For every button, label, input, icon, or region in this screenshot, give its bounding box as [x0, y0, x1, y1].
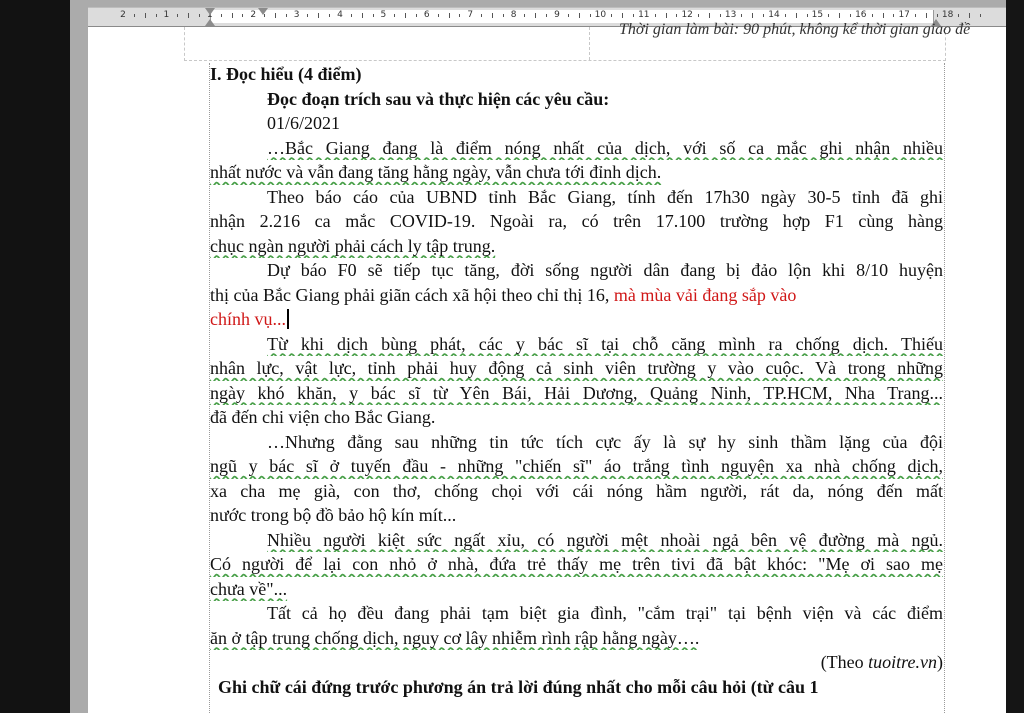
ruler-number: 12: [681, 10, 693, 20]
ruler-tick: [709, 13, 710, 18]
ruler-tick: [199, 14, 200, 17]
paragraph-line: Dự báo F0 sẽ tiếp tục tăng, đời sống người dân đang bị đảo lộn khi 8/10 huyện: [267, 260, 943, 280]
ruler-tick: [449, 13, 450, 18]
ruler-tick: [405, 13, 406, 18]
question-header: Ghi chữ cái đứng trước phương án trả lời đúng nhất cho mỗi câu hỏi (từ câu 1: [218, 676, 819, 697]
ruler-number: 15: [811, 10, 824, 20]
source-prefix: (Theo: [820, 652, 869, 672]
ruler-tick: [134, 14, 135, 17]
instruction-text: Đọc đoạn trích sau và thực hiện các yêu cầu:: [267, 88, 610, 109]
paragraph-line: xa cha mẹ già, con thơ, chống chọi với cái nóng hầm người, rát da, nóng đến mất: [210, 480, 943, 501]
ruler-tick: [275, 13, 276, 18]
hanging-indent-marker[interactable]: [205, 19, 215, 26]
highlighted-text: chính vụ...: [210, 309, 286, 329]
ruler-number: 11: [638, 10, 650, 20]
paragraph-line: nhận 2.216 ca mắc COVID-19. Ngoài ra, có trên 17.100 trường hợp F1 cùng hàng: [210, 211, 943, 231]
ruler-tick: [318, 13, 319, 18]
ruler-number: 8: [510, 10, 517, 20]
ruler-tick: [666, 13, 667, 18]
ruler-tick: [503, 14, 504, 17]
ruler-tick: [796, 13, 797, 18]
ruler-tick: [307, 14, 308, 17]
ruler-tick: [524, 14, 525, 17]
ruler-number: 13: [724, 10, 737, 20]
paragraph-line: …Bắc Giang đang là điểm nóng nhất của dịch, với số ca mắc ghi nhận nhiều: [267, 137, 943, 158]
ruler-tick: [752, 13, 753, 18]
paragraph-line: chục ngàn người phải cách ly tập trung.: [210, 235, 496, 256]
ruler-tick: [546, 14, 547, 17]
ruler-number: 18: [941, 10, 954, 20]
ruler-tick: [850, 14, 851, 17]
ruler-tick: [633, 14, 634, 17]
document-page[interactable]: [88, 21, 1006, 713]
ruler-tick: [232, 13, 233, 18]
ruler-number: 7: [467, 10, 474, 20]
paragraph-line: [210, 283, 943, 308]
ruler-tick: [459, 14, 460, 17]
ruler-tick: [872, 14, 873, 17]
source-citation: [210, 650, 943, 675]
ruler-tick: [676, 14, 677, 17]
ruler-number: 17: [898, 10, 910, 20]
paragraph-line: Từ khi dịch bùng phát, các y bác sĩ tại chỗ căng mình ra chống dịch. Thiếu: [267, 333, 943, 354]
ruler-number: 10: [594, 10, 607, 20]
ruler-tick: [221, 14, 222, 17]
document-body[interactable]: [210, 62, 943, 699]
header-table-divider: [589, 27, 590, 60]
ruler-tick: [177, 14, 178, 17]
ruler-tick: [655, 14, 656, 17]
ruler-number: 2: [250, 10, 257, 20]
ruler-tick: [915, 14, 916, 17]
paragraph-line: Tất cả họ đều đang phải tạm biệt gia đình, "cắm trại" tại bệnh viện và các điểm: [267, 603, 943, 623]
ruler-tick: [980, 14, 981, 17]
ruler-number: 1: [163, 10, 170, 20]
left-window-edge: [0, 0, 70, 713]
first-line-indent-marker[interactable]: [205, 8, 215, 15]
ruler-tick: [416, 14, 417, 17]
ruler-tick: [828, 14, 829, 17]
ruler-tick: [394, 14, 395, 17]
paragraph-line: chưa về"...: [210, 578, 288, 599]
ruler-tick: [926, 13, 927, 18]
ruler-tick: [373, 14, 374, 17]
ruler-tick: [969, 13, 970, 18]
ruler-tick: [958, 14, 959, 17]
date-text: 01/6/2021: [267, 113, 341, 133]
ruler-tick: [698, 14, 699, 17]
ruler-tick: [763, 14, 764, 17]
source-suffix: ): [937, 652, 943, 672]
right-window-edge: [1006, 0, 1024, 713]
ruler-tick: [720, 14, 721, 17]
ruler-tick: [351, 14, 352, 17]
ruler-tick: [883, 13, 884, 18]
right-text-boundary: [944, 63, 945, 713]
section-title: I. Đọc hiểu (4 điểm): [210, 64, 362, 84]
paragraph-line: Nhiều người kiệt sức ngất xỉu, có người mệt nhoài ngả bên vệ đường mà ngủ.: [267, 529, 943, 550]
line-text: thị của Bắc Giang phải giãn cách xã hội theo chỉ thị 16,: [210, 284, 614, 305]
ruler-tick: [893, 14, 894, 17]
paragraph-line: …Nhưng đằng sau những tin tức tích cực ấy là sự hy sinh thầm lặng của đội: [267, 431, 943, 452]
ruler-tick: [535, 13, 536, 18]
ruler-tick: [329, 14, 330, 17]
paragraph-line: ăn ở tập trung chống dịch, nguy cơ lây nhiễm rình rập hằng ngày….: [210, 627, 700, 648]
ruler-number: 5: [380, 10, 387, 20]
paragraph-line: ngày khó khăn, y bác sĩ từ Yên Bái, Hải Dương, Quảng Ninh, TP.HCM, Nha Trang...: [210, 382, 943, 403]
text-cursor: [287, 309, 289, 329]
paragraph-line: đã đến chi viện cho Bắc Giang.: [210, 407, 436, 427]
ruler-tick: [622, 13, 623, 18]
ruler-tick: [785, 14, 786, 17]
paragraph-line: ngũ y bác sĩ ở tuyến đầu - những "chiến sĩ" áo trắng tình nguyện xa nhà chống dịch,: [210, 456, 943, 476]
ruler-tick: [568, 14, 569, 17]
ruler-number: 14: [768, 10, 780, 20]
header-exam-time-text: Thời gian làm bài: 90 phút, không kể thời gian giao đề: [619, 21, 971, 38]
ruler-number: 3: [293, 10, 300, 20]
paragraph-line: nước trong bộ đồ bảo hộ kín mít...: [210, 505, 457, 525]
ruler-tick: [839, 13, 840, 18]
highlighted-text: mà mùa vải đang sắp vào: [613, 284, 797, 305]
ruler-number: 1: [206, 10, 213, 20]
paragraph-line: Theo báo cáo của UBND tỉnh Bắc Giang, tính đến 17h30 ngày 30-5 tỉnh đã ghi: [267, 186, 943, 207]
ruler-tick: [807, 14, 808, 17]
source-name: tuoitre.vn: [868, 652, 937, 672]
ruler-tick: [362, 13, 363, 18]
ruler-tick: [590, 14, 591, 17]
ruler-tick: [156, 14, 157, 17]
ruler-tick: [286, 14, 287, 17]
ruler-tick: [145, 13, 146, 18]
ruler-number: 4: [337, 10, 343, 20]
ruler-tick: [492, 13, 493, 18]
paragraph-line: [210, 307, 943, 332]
ruler-tick: [937, 14, 938, 17]
paragraph-line: Có người để lại con nhỏ ở nhà, đứa trẻ thấy mẹ trên tivi đã bật khóc: "Mẹ ơi sao mẹ: [210, 554, 943, 574]
tab-indent-marker[interactable]: [258, 8, 268, 15]
ruler-tick: [611, 14, 612, 17]
ruler-number: 2: [120, 10, 126, 20]
ruler-tick: [242, 14, 243, 17]
ruler-tick: [741, 14, 742, 17]
ruler-tick: [579, 13, 580, 18]
ruler-tick: [438, 14, 439, 17]
ruler-number: 16: [855, 10, 867, 20]
ruler-tick: [188, 13, 189, 18]
ruler-number: 9: [554, 10, 560, 20]
paragraph-line: nhân lực, vật lực, tỉnh phải huy động cả sinh viên trường y vào cuộc. Và trong những: [210, 358, 943, 378]
ruler-tick: [481, 14, 482, 17]
paragraph-line: nhất nước và vẫn đang tăng hằng ngày, vẫn chưa tới đỉnh dịch.: [210, 162, 662, 182]
header-table: [184, 21, 971, 61]
ruler-number: 6: [423, 10, 430, 20]
